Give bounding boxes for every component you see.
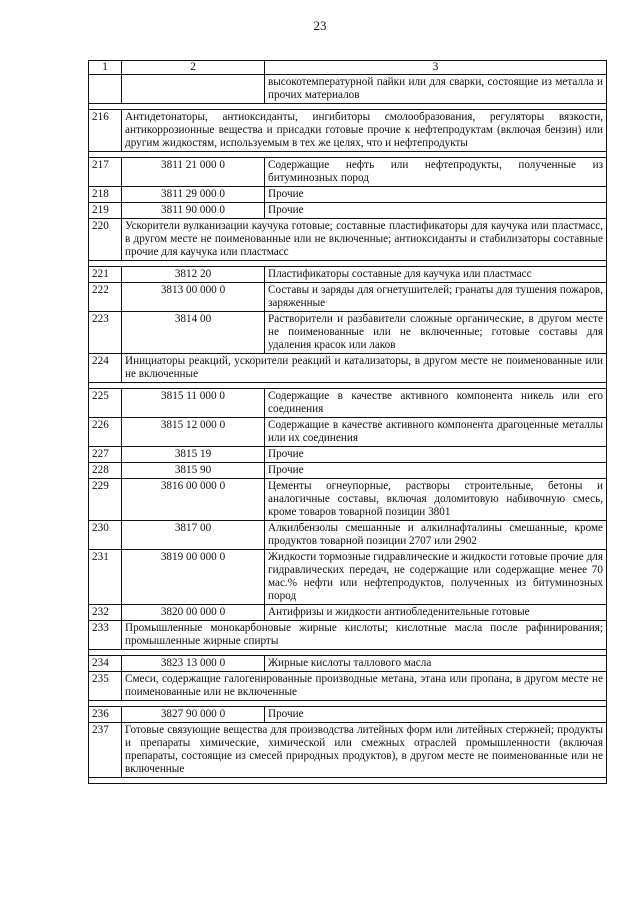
table-row: [89, 187, 607, 203]
row-number: 224: [89, 354, 122, 383]
commodity-description: Жидкости тормозные гидравлические и жидкости готовые прочие для гидравлических передач, не содержащие или содержащие менее 70 мас.% нефти или нефтепродуктов, полученных из битуминозных пород: [265, 550, 607, 605]
row-number: 222: [89, 283, 122, 312]
group-description: Готовые связующие вещества для производства литейных форм или литейных стержней; продукты и препараты химические, химической или смежных отраслей промышленности (включая препараты, состоящие из смесей природных продуктов), в другом месте не поименованные или не включенные: [122, 723, 607, 778]
table-header-row: [89, 61, 607, 75]
row-number: 223: [89, 312, 122, 354]
row-number: 230: [89, 521, 122, 550]
row-number: 229: [89, 479, 122, 521]
group-description: Промышленные монокарбоновые жирные кислоты; кислотные масла после рафинирования; промышленные жирные спирты: [122, 621, 607, 650]
commodity-description: Растворители и разбавители сложные органические, в другом месте не поименованные или не включенные; готовые составы для удаления красок или лаков: [265, 312, 607, 354]
row-number: 221: [89, 267, 122, 283]
table-row: [89, 550, 607, 605]
group-description: Ускорители вулканизации каучука готовые; составные пластификаторы для каучука или пластмасс, в другом месте не поименованные или не включенные; антиоксиданты и стабилизаторы составные прочие для каучука или пластмасс: [122, 219, 607, 261]
row-number: 218: [89, 187, 122, 203]
commodity-description: Прочие: [265, 707, 607, 723]
column-header-2: 2: [122, 61, 265, 75]
commodity-code: 3815 11 000 0: [122, 389, 265, 418]
table-row: [89, 389, 607, 418]
commodity-code: 3817 00: [122, 521, 265, 550]
commodity-description: Алкилбензолы смешанные и алкилнафталины смешанные, кроме продуктов товарной позиции 2707 или 2902: [265, 521, 607, 550]
group-description: Антидетонаторы, антиоксиданты, ингибиторы смолообразования, регуляторы вязкости, антикоррозионные вещества и присадки готовые прочие к нефтепродуктам (включая бензин) или другим жидкостям, используемым в тех же целях, что и нефтепродукты: [122, 110, 607, 152]
commodity-description: Прочие: [265, 203, 607, 219]
row-number: 220: [89, 219, 122, 261]
table-row: [89, 312, 607, 354]
page-number: 23: [313, 18, 327, 33]
column-header-3: 3: [265, 61, 607, 75]
commodity-description: Содержащие в качестве активного компонента драгоценные металлы или их соединения: [265, 418, 607, 447]
table-row: [89, 672, 607, 701]
row-number: 217: [89, 158, 122, 187]
commodity-code: 3820 00 000 0: [122, 605, 265, 621]
commodity-description: Прочие: [265, 463, 607, 479]
table-row: [89, 621, 607, 650]
commodity-code: 3827 90 000 0: [122, 707, 265, 723]
commodity-description: Пластификаторы составные для каучука или пластмасс: [265, 267, 607, 283]
table-row: [89, 283, 607, 312]
commodity-description: Антифризы и жидкости антиобледенительные готовые: [265, 605, 607, 621]
row-spacer-cell: [89, 778, 607, 784]
row-number: 235: [89, 672, 122, 701]
table-row: [89, 203, 607, 219]
row-number: 225: [89, 389, 122, 418]
commodity-description: Прочие: [265, 187, 607, 203]
commodity-description: Содержащие в качестве активного компонента никель или его соединения: [265, 389, 607, 418]
commodity-code: 3813 00 000 0: [122, 283, 265, 312]
table-row: [89, 723, 607, 778]
group-description: Смеси, содержащие галогенированные производные метана, этана или пропана, в другом месте не поименованные или не включенные: [122, 672, 607, 701]
table-row: [89, 267, 607, 283]
table-row: [89, 219, 607, 261]
row-number: 228: [89, 463, 122, 479]
table-row: [89, 656, 607, 672]
commodity-code: 3815 90: [122, 463, 265, 479]
table-row: [89, 447, 607, 463]
commodity-code: [122, 75, 265, 104]
commodity-code: 3815 19: [122, 447, 265, 463]
table-row: [89, 418, 607, 447]
commodity-code: 3811 29 000 0: [122, 187, 265, 203]
commodity-code: 3823 13 000 0: [122, 656, 265, 672]
row-number: 234: [89, 656, 122, 672]
row-number: 227: [89, 447, 122, 463]
commodity-description: высокотемпературной пайки или для сварки, состоящие из металла и прочих материалов: [265, 75, 607, 104]
commodity-description: Прочие: [265, 447, 607, 463]
table-row: [89, 479, 607, 521]
commodity-description: Цементы огнеупорные, растворы строительные, бетоны и аналогичные составы, включая доломитовую набивочную смесь, кроме товаров товарной позиции 3801: [265, 479, 607, 521]
commodity-description: Жирные кислоты таллового масла: [265, 656, 607, 672]
row-number: 231: [89, 550, 122, 605]
row-number: 216: [89, 110, 122, 152]
row-number: 232: [89, 605, 122, 621]
row-number: 226: [89, 418, 122, 447]
table-row: [89, 158, 607, 187]
commodity-description: Составы и заряды для огнетушителей; гранаты для тушения пожаров, заряженные: [265, 283, 607, 312]
row-number: [89, 75, 122, 104]
table-row: [89, 75, 607, 104]
commodity-code: 3811 21 000 0: [122, 158, 265, 187]
table-row: [89, 354, 607, 383]
commodity-code: 3811 90 000 0: [122, 203, 265, 219]
tariff-table: [88, 60, 607, 784]
table-row: [89, 521, 607, 550]
commodity-code: 3819 00 000 0: [122, 550, 265, 605]
table-row: [89, 605, 607, 621]
table-row: [89, 463, 607, 479]
group-description: Инициаторы реакций, ускорители реакций и катализаторы, в другом месте не поименованные или не включенные: [122, 354, 607, 383]
table-row: [89, 707, 607, 723]
column-header-1: 1: [89, 61, 122, 75]
table-row: [89, 110, 607, 152]
commodity-description: Содержащие нефть или нефтепродукты, полученные из битуминозных пород: [265, 158, 607, 187]
commodity-code: 3816 00 000 0: [122, 479, 265, 521]
row-number: 219: [89, 203, 122, 219]
row-number: 236: [89, 707, 122, 723]
row-spacer: [89, 778, 607, 784]
commodity-code: 3815 12 000 0: [122, 418, 265, 447]
commodity-code: 3814 00: [122, 312, 265, 354]
row-number: 237: [89, 723, 122, 778]
commodity-code: 3812 20: [122, 267, 265, 283]
row-number: 233: [89, 621, 122, 650]
